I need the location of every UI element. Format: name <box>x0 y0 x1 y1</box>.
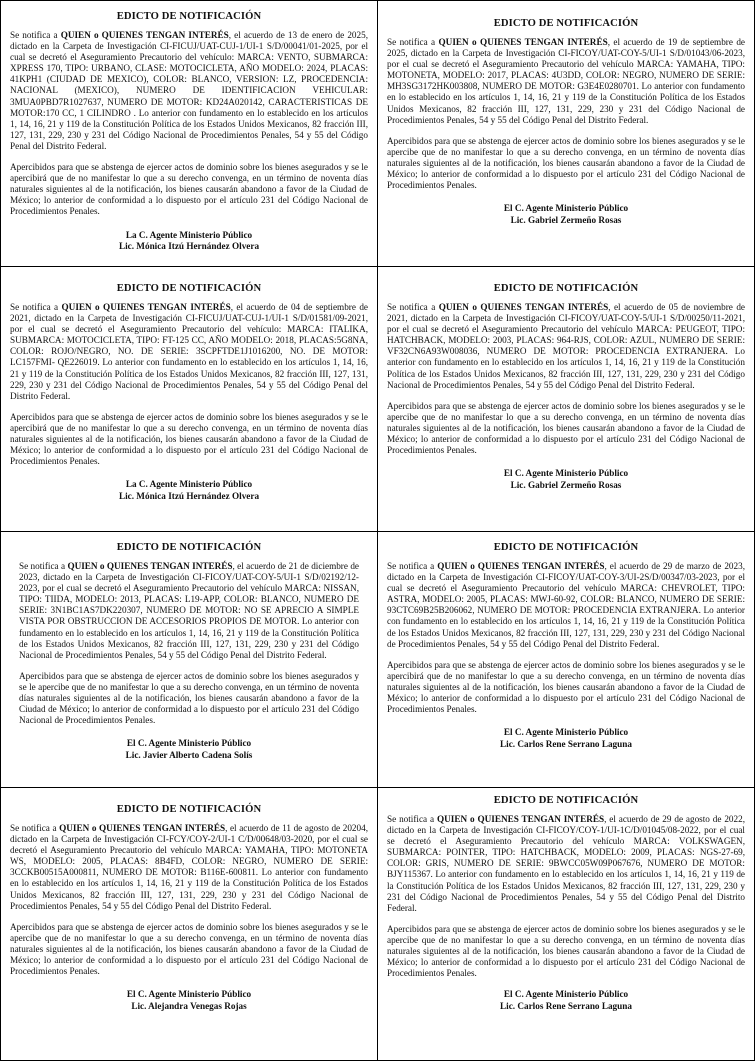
edict-apercibimiento: Apercibidos para que se abstenga de ejercer actos de dominio sobre los bienes asegurados y se le apercibe que de no manifestar lo que a su derecho convenga, en un término de noventa días naturales siguientes al de la notificación, los bienes causarán abandono a favor de la Ciudad de México; lo anterior de conformidad a lo dispuesto por el artículo 231 del Código Nacional de Procedimientos Penales. <box>19 670 359 726</box>
signature-block <box>19 738 359 761</box>
signature-block <box>387 989 745 1012</box>
signer-name: Lic. Alejandra Venegas Rojas <box>131 1000 247 1011</box>
edict-card-1 <box>0 0 378 267</box>
intro-bold: QUIEN o QUIENES TENGAN INTERÉS <box>438 37 608 47</box>
signature-block <box>10 989 368 1012</box>
edict-apercibimiento: Apercibidos para que se abstenga de ejercer actos de dominio sobre los bienes asegurados y se le apercibirá que de no manifestar lo que a su derecho convenga, en un término de noventa días naturales siguientes al de la notificación, los bienes causarán abandono a favor de la Ciudad de México; lo anterior de conformidad a lo dispuesto por el artículo 231 del Código Nacional de Procedimientos Penales. <box>10 162 368 217</box>
edict-title: EDICTO DE NOTIFICACIÓN <box>493 18 639 29</box>
signer-title: El C. Agente Ministerio Público <box>126 738 252 749</box>
edict-title: EDICTO DE NOTIFICACIÓN <box>493 542 639 553</box>
edict-body <box>10 302 368 402</box>
edict-apercibimiento: Apercibidos para que se abstenga de ejercer actos de dominio sobre los bienes asegurados y se le apercibirá que de no manifestar lo que a su derecho convenga, en un término de noventa días naturales siguientes al de la notificación, los bienes causarán abandono a favor de la Ciudad de México; lo anterior de conformidad a lo dispuesto por el artículo 231 del Código Nacional de Procedimientos Penales. <box>387 659 745 715</box>
edict-body <box>19 561 359 661</box>
signature-block <box>387 203 745 226</box>
edict-body <box>387 302 745 391</box>
signer-name: Lic. Mónica Itzú Hernández Olvera <box>118 240 260 251</box>
signature-block <box>387 468 745 491</box>
edict-card-5 <box>0 531 378 788</box>
body-text: , el acuerdo de 05 de noviembre de 2021, dictado en la Carpeta de Investigación CI-FICOY/UAT-COY-5/UI-1 S/D/00250/11-2021, por el cual se decretó el Aseguramiento Precautorio del vehículo MARCA: PEUGEOT, TIPO: HATCHBACK, MODELO: 2003, PLACAS: 964-RJS, COLOR: AZUL, NUMERO DE SERIE: VF32CN6A93W008036, NUMERO DE MOTOR: PROCEDENCIA EXTRANJERA. Lo anterior con fundamento en lo establecido en los artículos 1, 14, 16, 21 y 119 de la Constitución Política de los Estados Unidos Mexicanos, 82 fracción III, 127, 131, 229, 230 y 231 del Código Nacional de Procedimientos Penales, 54 y 55 del Código Penal del Distrito Federal. <box>387 302 746 390</box>
signer-title: El C. Agente Ministerio Público <box>126 989 252 1000</box>
edict-title: EDICTO DE NOTIFICACIÓN <box>116 11 262 22</box>
edict-apercibimiento: Apercibidos para que se abstenga de ejercer actos de dominio sobre los bienes asegurados y se le apercibe que de no manifestar lo que a su derecho convenga, en un término de noventa días naturales siguientes al de la notificación, los bienes causarán abandono a favor de la Ciudad de México; lo anterior de conformidad a lo dispuesto por el artículo 231 del Código Nacional de Procedimientos Penales. <box>10 921 368 977</box>
edict-title: EDICTO DE NOTIFICACIÓN <box>116 283 262 294</box>
edict-card-7 <box>0 787 378 1061</box>
signer-title: La C. Agente Ministerio Público <box>125 229 253 240</box>
intro-prefix: Se notifica a <box>19 561 68 571</box>
intro-prefix: Se notifica a <box>10 302 62 312</box>
edict-title: EDICTO DE NOTIFICACIÓN <box>493 283 639 294</box>
edict-apercibimiento: Apercibidos para que se abstenga de ejercer actos de dominio sobre los bienes asegurados y se le apercibe que de no manifestar lo que a su derecho convenga, en un término de noventa días naturales siguientes al de la notificación, los bienes causarán abandono a favor de la Ciudad de México; lo anterior de conformidad a lo dispuesto por el artículo 231 del Código Nacional de Procedimientos Penales. <box>387 135 745 191</box>
signer-title: El C. Agente Ministerio Público <box>503 727 629 738</box>
edict-title: EDICTO DE NOTIFICACIÓN <box>493 795 639 806</box>
intro-bold: QUIEN o QUIENES TENGAN INTERÉS <box>61 302 231 312</box>
signature-block <box>387 727 745 750</box>
signer-title: El C. Agente Ministerio Público <box>503 203 629 214</box>
edict-card-6 <box>377 531 755 788</box>
signer-name: Lic. Carlos Rene Serrano Laguna <box>500 1000 632 1011</box>
signer-title: El C. Agente Ministerio Público <box>503 989 629 1000</box>
body-text: , el acuerdo de 21 de diciembre de 2023, dictado en la Carpeta de Investigación CI-FICOY/UAT-COY-5/UI-1 S/D/02192/12-2023, por el cual se decretó el Aseguramiento Precautorio del vehículo MARCA: NISSAN, TIPO: TIIDA, MODELO: 2013, PLACAS: L19-APP, COLOR: BLANCO, NUMERO DE SERIE: 3N1BC1AS7DK220307, NUMERO DE MOTOR: NO SE APRECIO A SIMPLE VISTA POR OBSTRUCCION DE ACCESORIOS PROPIOS DE MOTOR. Lo anterior con fundamento en lo establecido en los artículos 1, 14, 16, 21 y 119 de la Constitución Política de los Estados Unidos Mexicanos, 82 fracción III, 127, 131, 229, 230 y 231 del Código Nacional de Procedimientos Penales, 54 y 55 del Código Penal del Distrito Federal. <box>19 561 359 660</box>
intro-bold: QUIEN o QUIENES TENGAN INTERÉS <box>438 302 609 312</box>
edict-body <box>387 814 745 914</box>
intro-prefix: Se notifica a <box>387 814 437 824</box>
body-text: , el acuerdo de 29 de marzo de 2023, dictado en la Carpeta de Investigación CI-FICOY/UAT-COY-3/UI-2S/D/00347/03-2023, por el cual se decretó el Aseguramiento Precautorio del vehículo MARCA: CHEVROLET, TIPO: ASTRA, MODELO: 2005, PLACAS: MWJ-60-92, COLOR: BLANCO, NUMERO DE SERIE: 93CTC69B25B206062, NUMERO DE MOTOR: PROCEDENCIA EXTRANJERA. Lo anterior con fundamento en lo establecido en los artículos 1, 14, 16, 21 y 119 de la Constitución Política de los Estados Unidos Mexicanos, 82 fracción III, 127, 131, 229, 230 y 231 del Código Nacional de Procedimientos Penales, 54 y 55 del Código Penal del Distrito Federal. <box>387 561 745 649</box>
signer-name: Lic. Mónica Itzú Hernández Olvera <box>118 490 260 501</box>
intro-prefix: Se notifica a <box>387 37 439 47</box>
body-text: , el acuerdo de 19 de septiembre de 2025, dictado en la Carpeta de Investigación CI-FICOY/UAT-COY-5/UI-1 S/D/01043/06-2023, por el cual se decretó el Aseguramiento Precautorio del vehículo MARCA: YAMAHA, TIPO: MOTONETA, MODELO: 2017, PLACAS: 4U3DD, COLOR: NEGRO, NUMERO DE SERIE: MH3SG3172HK003808, NUMERO DE MOTOR: G3E4E0280701. Lo anterior con fundamento en lo establecido en los artículos 1, 14, 16, 21 y 119 de la Constitución Política de los Estados Unidos Mexicanos, 82 fracción III, 127, 131, 229, 230 y 231 del Código Nacional de Procedimientos Penales, 54 y 55 del Código Penal del Distrito Federal. <box>387 37 745 125</box>
edict-card-8 <box>377 787 755 1061</box>
intro-prefix: Se notifica a <box>10 30 61 40</box>
signature-block <box>10 230 368 253</box>
edict-card-2 <box>377 0 755 267</box>
body-text: , el acuerdo de 13 de enero de 2025, dictado en la Carpeta de Investigación CI-FICUJ/UAT-CUJ-1/UI-1 S/D/00041/01-2025, por el cual se decretó el Aseguramiento Precautorio del vehículo: MARCA: VENTO, SUBMARCA: XPRESS 170, TIPO: URBANO, CLASE: MOTOCICLETA, AÑO MODELO: 2024, PLACAS: 41KPH1 (CIUDAD DE MEXICO), COLOR: BLANCO, VERSION: LZ, PROCEDENCIA: NACIONAL (MEXICO), NUMERO DE IDENTIFICACION VEHICULAR: 3MUA0PBD7R1027637, NUMERO DE MOTOR: KD24A020142, CARACTERISTICAS DE MOTOR:170 CC, 1 CILINDRO . Lo anterior con fundamento en lo establecido en los artículos 1, 14, 16, 21 y 119 de la Constitución Política de los Estados Unidos Mexicanos, 82 fracción III, 127, 131, 229, 230 y 231 del Código Nacional de Procedimientos Penales, 54 y 55 del Código Penal del Distrito Federal. <box>10 30 369 151</box>
edict-card-3 <box>0 266 378 532</box>
intro-bold: QUIEN o QUIENES TENGAN INTERÉS <box>59 823 226 833</box>
intro-bold: QUIEN o QUIENES TENGAN INTERÉS <box>67 561 233 571</box>
signer-title: La C. Agente Ministerio Público <box>125 479 253 490</box>
intro-bold: QUIEN o QUIENES TENGAN INTERÉS <box>60 30 229 40</box>
body-text: , el acuerdo de 29 de agosto de 2022, dictado en la Carpeta de Investigación CI-FICOY/COY-1/UI-1C/D/01045/08-2022, por el cual se decretó el Aseguramiento Precautorio del vehículo MARCA: VOLKSWAGEN, SUBMARCA: POINTER, TIPO: HATCHBACK, MODELO: 2009, PLACAS: NGS-27-69, COLOR: GRIS, NUMERO DE SERIE: 9BWCC05W09P067676, NUMERO DE MOTOR: BJY115367. Lo anterior con fundamento en lo establecido en los artículos 1, 14, 16, 21 y 119 de la Constitución Política de los Estados Unidos Mexicanos, 82 fracción III, 127, 131, 229, 230 y 231 del Código Nacional de Procedimientos Penales, 54 y 55 del Código Penal del Distrito Federal. <box>387 814 745 913</box>
intro-prefix: Se notifica a <box>387 561 438 571</box>
intro-bold: QUIEN o QUIENES TENGAN INTERÉS <box>436 814 605 824</box>
edict-body <box>10 823 368 912</box>
edict-body <box>387 561 745 650</box>
edict-apercibimiento: Apercibidos para que se abstenga de ejercer actos de dominio sobre los bienes asegurados y se le apercibirá que de no manifestar lo que a su derecho convenga, en un término de noventa días naturales siguientes al de la notificación, los bienes causarán abandono a favor de la Ciudad de México; lo anterior de conformidad a lo dispuesto por el artículo 231 del Código Nacional de Procedimientos Penales. <box>10 411 368 467</box>
edict-title: EDICTO DE NOTIFICACIÓN <box>116 804 262 815</box>
signer-title: El C. Agente Ministerio Público <box>503 468 629 479</box>
edict-apercibimiento: Apercibidos para que se abstenga de ejercer actos de dominio sobre los bienes asegurados y se le apercibe que de no manifestar lo que a su derecho convenga, en un término de noventa días naturales siguientes al de la notificación, los bienes causarán abandono a favor de la Ciudad de México; lo anterior de conformidad a lo dispuesto por el artículo 231 del Código Nacional de Procedimientos Penales. <box>387 923 745 979</box>
signature-block <box>10 479 368 502</box>
signer-name: Lic. Carlos Rene Serrano Laguna <box>500 738 632 749</box>
edict-apercibimiento: Apercibidos para que se abstenga de ejercer actos de dominio sobre los bienes asegurados y se le apercibe que de no manifestar lo que a su derecho convenga, en un término de noventa días naturales siguientes al de la notificación, los bienes causarán abandono a favor de la Ciudad de México; lo anterior de conformidad a lo dispuesto por el artículo 231 del Código Nacional de Procedimientos Penales. <box>387 400 745 456</box>
signer-name: Lic. Gabriel Zermeño Rosas <box>510 479 622 490</box>
intro-prefix: Se notifica a <box>387 302 439 312</box>
edict-card-4 <box>377 266 755 532</box>
intro-prefix: Se notifica a <box>10 823 60 833</box>
intro-bold: QUIEN o QUIENES TENGAN INTERÉS <box>437 561 605 571</box>
edict-body <box>387 37 745 126</box>
edict-title: EDICTO DE NOTIFICACIÓN <box>116 542 262 553</box>
signer-name: Lic. Javier Alberto Cadena Solís <box>125 749 253 760</box>
body-text: , el acuerdo de 11 de agosto de 20204, dictado en la Carpeta de Investigación CI-FCY/COY-2/UI-1 C/D/00648/03-2020, por el cual se decretó el Aseguramiento Precautorio del vehículo MARCA: YAMAHA, TIPO: MOTONETA WS, MODELO: 2005, PLACAS: 8B4FD, COLOR: NEGRO, NUMERO DE SERIE: 3CCKB00515A000811, NUMERO DE MOTOR: B116E-600811. Lo anterior con fundamento en lo establecido en los artículos 1, 14, 16, 21 y 119 de la Constitución Política de los Estados Unidos Mexicanos, 82 fracción III, 127, 131, 229, 230 y 231 del Código Nacional de Procedimientos Penales, 54 y 55 del Código Penal del Distrito Federal. <box>10 823 368 911</box>
edict-body <box>10 30 368 152</box>
body-text: , el acuerdo de 04 de septiembre de 2021, dictado en la Carpeta de Investigación CI-FICUJ/UAT-CUJ-1/UI-1 S/D/01581/09-2021, por el cual se decretó el Aseguramiento Precautorio del vehículo: MARCA: ITALIKA, SUBMARCA: MOTOCICLETA, TIPO: FT-125 CC, AÑO MODELO: 2018, PLACAS:5G8NA, COLOR: ROJO/NEGRO, NO. DE SERIE: 3SCPFTDE1J1016200, NO. DE MOTOR: LC157FMI- QE226019. Lo anterior con fundamento en lo establecido en los artículos 1, 14, 16, 21 y 119 de la Constitución Política de los Estados Unidos Mexicanos, 82 fracción III, 127, 131, 229, 230 y 231 del Código Nacional de Procedimientos Penales, 54 y 55 del Código Penal del Distrito Federal. <box>10 302 368 401</box>
signer-name: Lic. Gabriel Zermeño Rosas <box>510 214 622 225</box>
